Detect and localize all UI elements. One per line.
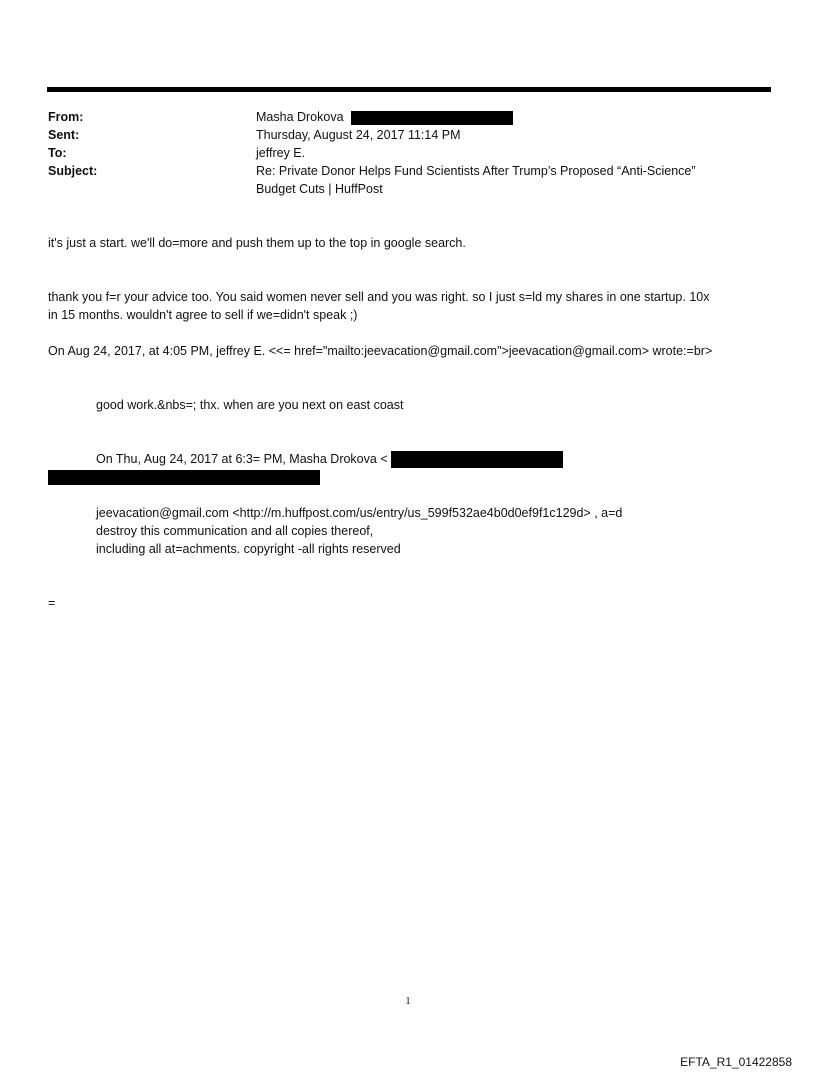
quoted-line-2 bbox=[96, 450, 786, 468]
quoted-line-4: destroy this communication and all copies thereof, bbox=[96, 524, 374, 538]
redaction-from-email bbox=[351, 111, 513, 125]
page-number: 1 bbox=[405, 995, 411, 1007]
from-name: Masha Drokova bbox=[256, 110, 344, 124]
body-paragraph-3: On Aug 24, 2017, at 4:05 PM, jeffrey E. <<= href="mailto:jeevacation@gmail.com">jeevacation@gmail.com> wrote:=br> bbox=[48, 344, 713, 358]
subject-line-1: Re: Private Donor Helps Fund Scientists After Trump’s Proposed “Anti-Science” bbox=[256, 164, 696, 178]
quoted-line-5: including all at=achments. copyright -all rights reserved bbox=[96, 542, 401, 556]
quoted-line-1: good work.&nbs=; thx. when are you next on east coast bbox=[96, 398, 404, 412]
quoted-line-3: jeevacation@gmail.com <http://m.huffpost.com/us/entry/us_599f532ae4b0d0ef9f1c129d> , a=d bbox=[96, 506, 623, 520]
document-id: EFTA_R1_01422858 bbox=[680, 1055, 792, 1069]
trailing-equals: = bbox=[48, 596, 56, 610]
body-paragraph-2-line-2: in 15 months. wouldn't agree to sell if we=didn't speak ;) bbox=[48, 308, 358, 322]
body-paragraph-2-line-1: thank you f=r your advice too. You said women never sell and you was right. so I just s=ld my shares in one startup. 10x bbox=[48, 290, 710, 304]
quoted-attribution: On Thu, Aug 24, 2017 at 6:3= PM, Masha Drokova < bbox=[96, 452, 388, 466]
sent-label: Sent: bbox=[48, 128, 80, 142]
from-label: From: bbox=[48, 110, 84, 124]
body-paragraph-1: it's just a start. we'll do=more and push them up to the top in google search. bbox=[48, 236, 466, 250]
redaction-email-1 bbox=[391, 451, 563, 468]
subject-line-2: Budget Cuts | HuffPost bbox=[256, 182, 383, 196]
to-label: To: bbox=[48, 146, 67, 160]
from-value bbox=[256, 108, 513, 126]
header-rule bbox=[47, 87, 771, 92]
to-value: jeffrey E. bbox=[256, 146, 306, 160]
subject-label: Subject: bbox=[48, 164, 98, 178]
sent-value: Thursday, August 24, 2017 11:14 PM bbox=[256, 128, 461, 142]
redaction-email-2 bbox=[48, 470, 320, 485]
